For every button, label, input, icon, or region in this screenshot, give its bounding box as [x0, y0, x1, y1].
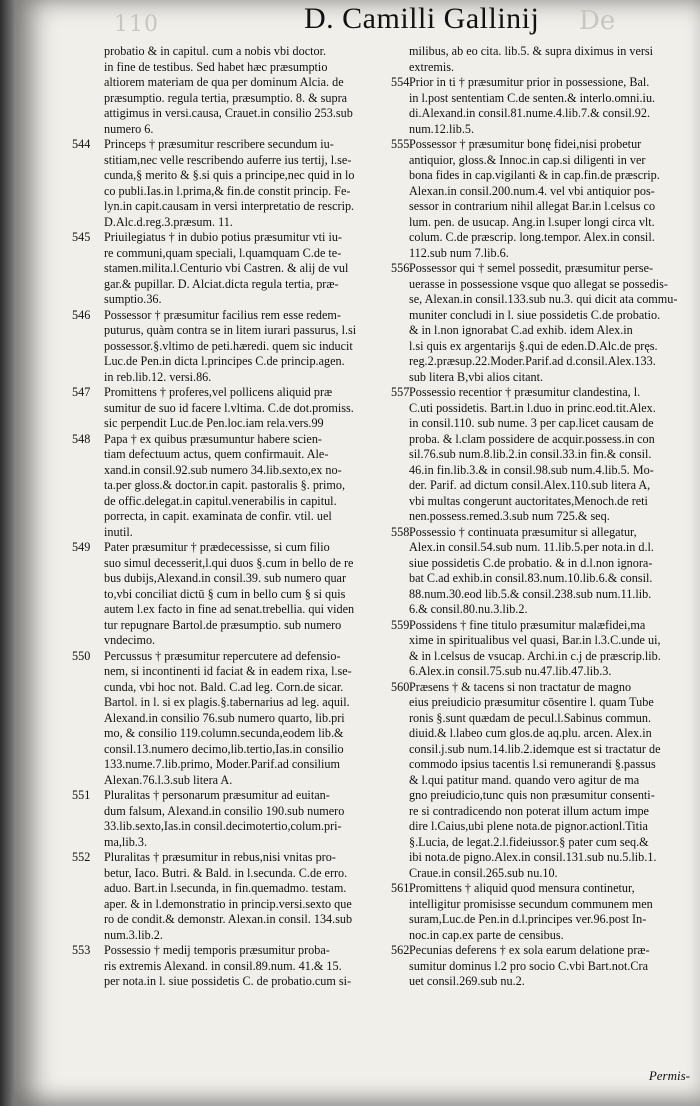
entry-text: Pecunias deferens † ex sola earum delatione præ- sumitur dominus l.2 pro socio C.vbi Bart.not.Cra uet consil.269.sub nu.2. [409, 943, 650, 988]
entry-number: 556 [391, 261, 410, 275]
entry-text: Possessio recentior † præsumitur clandestina, l. C.uti possidetis. Bart.in l.duo in princ.eod.tit.Alex. in consil.110. sub nume. 3 per cap.licet causam de proba. & l.clam possidere de acquir.possess.in con sil.76.sub num.8.lib.2.in consil.33.in fin.& consil. 46.in fin.lib.3.& in consil.98.sub num.4.lib.5. Mo- der. Parif. ad dictum consil.Alex.110.sub litera A, vbi multas congerunt auctoritates,Menoch.de reti nen.possess.remed.3.sub num 725.& seq. [409, 385, 656, 523]
entry [72, 385, 404, 432]
entry-number: 548 [72, 431, 91, 446]
entry-number: 545 [72, 230, 91, 244]
entry-text: Prior in ti † præsumitur prior in possessione, Bal. in l.post sententiam C.de senten.& interlo.omni.iu. di.Alexand.in consil.81.nume.4.lib.7.& consil.92. num.12.lib.5. [409, 75, 656, 136]
entry-number: 562 [391, 943, 410, 957]
entry-text: Possessor † præsumitur bonę fidei,nisi probetur antiquior, gloss.& Innoc.in cap.si diligenti in ver bona fides in cap.vigilanti & in cap.fin.de præscrip. Alexan.in consil.200.num.4. vel vbi antiquior pos- sessor in contrarium nihil allegat Bar.in l.celsus co lum. pen. de usucap. Ang.in l.super longi circa vlt. colum. C.de præscrip. long.tempor. Alex.in consil. 112.sub num 7.lib.6. [409, 137, 660, 260]
entry [391, 943, 699, 990]
entry-text: Pluralitas † præsumitur in rebus,nisi vnitas pro- betur, Iaco. Butri. & Bald. in l.secunda. C.de erro. aduo. Bart.in l.secunda, in fin.quemadmo. testam. aper. & in l.demonstratio in princip.versi.sexto que ro de condit.& demonstr. Alexan.in consil. 134.sub num.3.lib.2. [104, 850, 353, 942]
entry-text: Possessio † medij temporis præsumitur proba- ris extremis Alexand. in consil.89.num. 41.& 15. per nota.in l. siue possidetis C. de probatio.cum si- [104, 943, 352, 988]
entry-text: Promittens † aliquid quod mensura continetur, intelligitur promisisse secundum communem men suram,Luc.de Pen.in d.l.principes ver.96.post In- noc.in cap.ex parte de censibus. [409, 881, 653, 942]
entry [72, 137, 404, 230]
entry-text: Pluralitas † personarum præsumitur ad euitan- dum falsum, Alexand.in consilio 190.sub numero 33.lib.sexto,Ias.in consil.decimotertio,colum.pri- ma,lib.3. [104, 788, 345, 849]
entry-number: 552 [72, 850, 91, 864]
entry-text: Priuilegiatus † in dubio potius præsumitur vti iu- re communi,quam speciali, l.quamquam C.de te- stamen.milita.l.Centurio vbi Castren. & alij de vul gar.& pupillar. D. Alciat.dicta regula tertia, præ- sumptio.36. [104, 230, 349, 306]
page-number: 110 [114, 12, 159, 37]
entry [72, 230, 404, 308]
entry-text: Possessor qui † semel possedit, præsumitur perse- uerasse in possessione vsque quo allegat se possedis- se, Alexan.in consil.133.sub nu.3. qui dicit ata commu- muniter concludi in l. siue possidetis C.de probatio. & in l.non ignorabat C.ad exhib. idem Alex.in l.si quis ex argentarijs §.qui de eden.D.Alc.de pręs. reg.2.præsup.22.Moder.Parif.ad d.consil.Alex.133. sub litera B,vbi alios citant. [409, 261, 678, 384]
entry-text: Possessio † continuata præsumitur si allegatur, Alex.in consil.54.sub num. 11.lib.5.per nota.in d.l. siue possidetis C.de probatio. & in d.l.non ignora- bat C.ad exhib.in consil.83.num.10.lib.6.& consil. 88.num.30.eod lib.5.& consil.238.sub num.11.lib. 6.& consil.80.nu.3.lib.2. [409, 524, 654, 616]
bleed-through-text: De [579, 6, 616, 36]
page-header [14, 0, 700, 42]
entry-number: 557 [391, 385, 410, 399]
entry-number: 544 [72, 137, 91, 151]
entry-text: Promittens † proferes,vel pollicens aliquid præ sumitur de suo id facere l.vltima. C.de dot.promiss. sic perpendit Luc.de Pen.loc.iam rela.vers.99 [104, 385, 354, 430]
entry [391, 261, 699, 385]
book-gutter-shadow [0, 0, 14, 1106]
entry-number: 547 [72, 385, 91, 399]
entry [72, 431, 404, 541]
entry-number: 559 [391, 617, 410, 632]
entry [391, 385, 699, 525]
entry [72, 788, 404, 850]
entry [72, 943, 404, 990]
entry-text: probatio & in capitul. cum a nobis vbi doctor. in fine de testibus. Sed habet hæc præsumptio altiorem materiam de qua per dominum Alcia. de præsumptio. regula tertia, præsumptio. 8. & supra attigimus in versi.causa, Crauet.in consilio 253.sub numero 6. [104, 44, 353, 136]
running-title: D. Camilli Gallinij [304, 2, 540, 35]
entry-number: 551 [72, 788, 91, 802]
entry-text: Percussus † præsumitur repercutere ad defensio- nem, si incontinenti id faciat & in eadem rixa, l.se- cunda, vbi hoc not. Bald. C.ad leg. Corn.de sicar. Bartol. in l. si ex plagis.§.tabernarius ad leg. aquil. Alexand.in consilio 76.sub numero quarto, lib.pri mo, & consilio 119.column.secunda,eodem lib.& consil.13.numero decimo,lib.tertio,Ias.in consilio 133.nume.7.lib.primo, Moder.Parif.ad consilium Alexan.76.l.3.sub litera A. [104, 648, 352, 787]
entry-number: 558 [391, 524, 410, 539]
entry [72, 307, 404, 386]
entry [391, 75, 699, 137]
entry-text: Præsens † & tacens si non tractatur de magno eius preiudicio præsumitur cōsentire l. quam Tube ronis §.sunt quædam de pecul.l.Sabinus commun. diuid.& l.labeo cum glos.de aq.plu. arcen. Alex.in consil.j.sub num.14.lib.2.idemque est si tractatur de commodo ipsius tacentis l.si remunerandi §.passus & l.qui patitur mand. quando vero agitur de ma gno preiudicio,tunc quis non præsumitur consenti- re si contradicendo non poterat illum actum impe dire l.Caius,ubi plene nota.de pignor.actionl.Titia §.Lucia, de legat.2.l.fideiussor.§ pater cum seq.& ibi nota.de pigno.Alex.in consil.131.sub nu.5.lib.1. Craue.in consil.265.sub nu.10. [409, 679, 661, 880]
entry-number: 549 [72, 540, 91, 554]
entry-number: 554 [391, 75, 410, 89]
entry-text: Possessor † præsumitur facilius rem esse redem- puturus, quàm contra se in litem iurari passurus, l.si possessor.§.vltimo de peti.hæredi. quem sic inducit Luc.de Pen.in dicta l.principes C.de princip.agen. in reb.lib.12. versi.86. [104, 307, 357, 384]
entry [391, 617, 699, 680]
entry-number: 555 [391, 137, 410, 151]
entry-text: Possidens † fine titulo præsumitur malæfidei,ma xime in spiritualibus vel quasi, Bar.in l.3.C.unde ui, & in l.celsus de vsucap. Archi.in c.j de præscrip.lib. 6.Alex.in consil.75.sub nu.47.lib.47.lib.3. [409, 617, 661, 678]
entry-text: Papa † ex quibus præsumuntur habere scien- tiam defectuum actus, quem confirmauit. Ale- xand.in consil.92.sub numero 34.lib.sexto,ex no- ta.per gloss.& doctor.in capit. pastoralis §. primo, de offic.delegat.in capitul.venerabilis in capitul. porrecta, in capit. examinata de confir. vtil. uel inutil. [104, 431, 345, 539]
entry [391, 679, 699, 882]
entry-text: Pater præsumitur † prædecessisse, si cum filio suo simul decesserit,l.qui duos §.cum in bello de re bus dubijs,Alexand.in consil.39. sub numero quar to,vbi conciliat dictū § cum in bello cum § si quis autem l.ex facto in fine ad senat.trebellia. qui viden tur repugnare Bartol.de præsumptio. sub numero vndecimo. [104, 540, 355, 647]
entry [72, 850, 404, 943]
right-column [391, 44, 699, 990]
entry [72, 540, 404, 649]
book-page [14, 0, 700, 1106]
entry-number: 546 [72, 307, 91, 322]
entry [391, 137, 699, 261]
entry [104, 44, 404, 137]
left-column [72, 44, 404, 990]
entry-number: 550 [72, 648, 91, 663]
entry [391, 881, 699, 943]
entry-number: 560 [391, 679, 410, 694]
entry-number: 553 [72, 943, 91, 957]
entry [72, 648, 404, 789]
entry [409, 44, 699, 75]
entry-text: Princeps † præsumitur rescribere secundum iu- stitiam,nec velle rescribendo auferre ius tertij, l.se- cunda,§ merito & §.si quis a principe,nec quid in lo co publi.Ias.in l.prima,& fin.de constit princip. Fe- lyn.in capit.causam in versi interpretatio de rescrip. D.Alc.d.reg.3.præsum. 11. [104, 137, 355, 229]
entry-text: milibus, ab eo cita. lib.5. & supra diximus in versi extremis. [409, 44, 654, 74]
entry [391, 524, 699, 618]
entry-number: 561 [391, 881, 410, 895]
catchword: Permis- [648, 1068, 690, 1083]
